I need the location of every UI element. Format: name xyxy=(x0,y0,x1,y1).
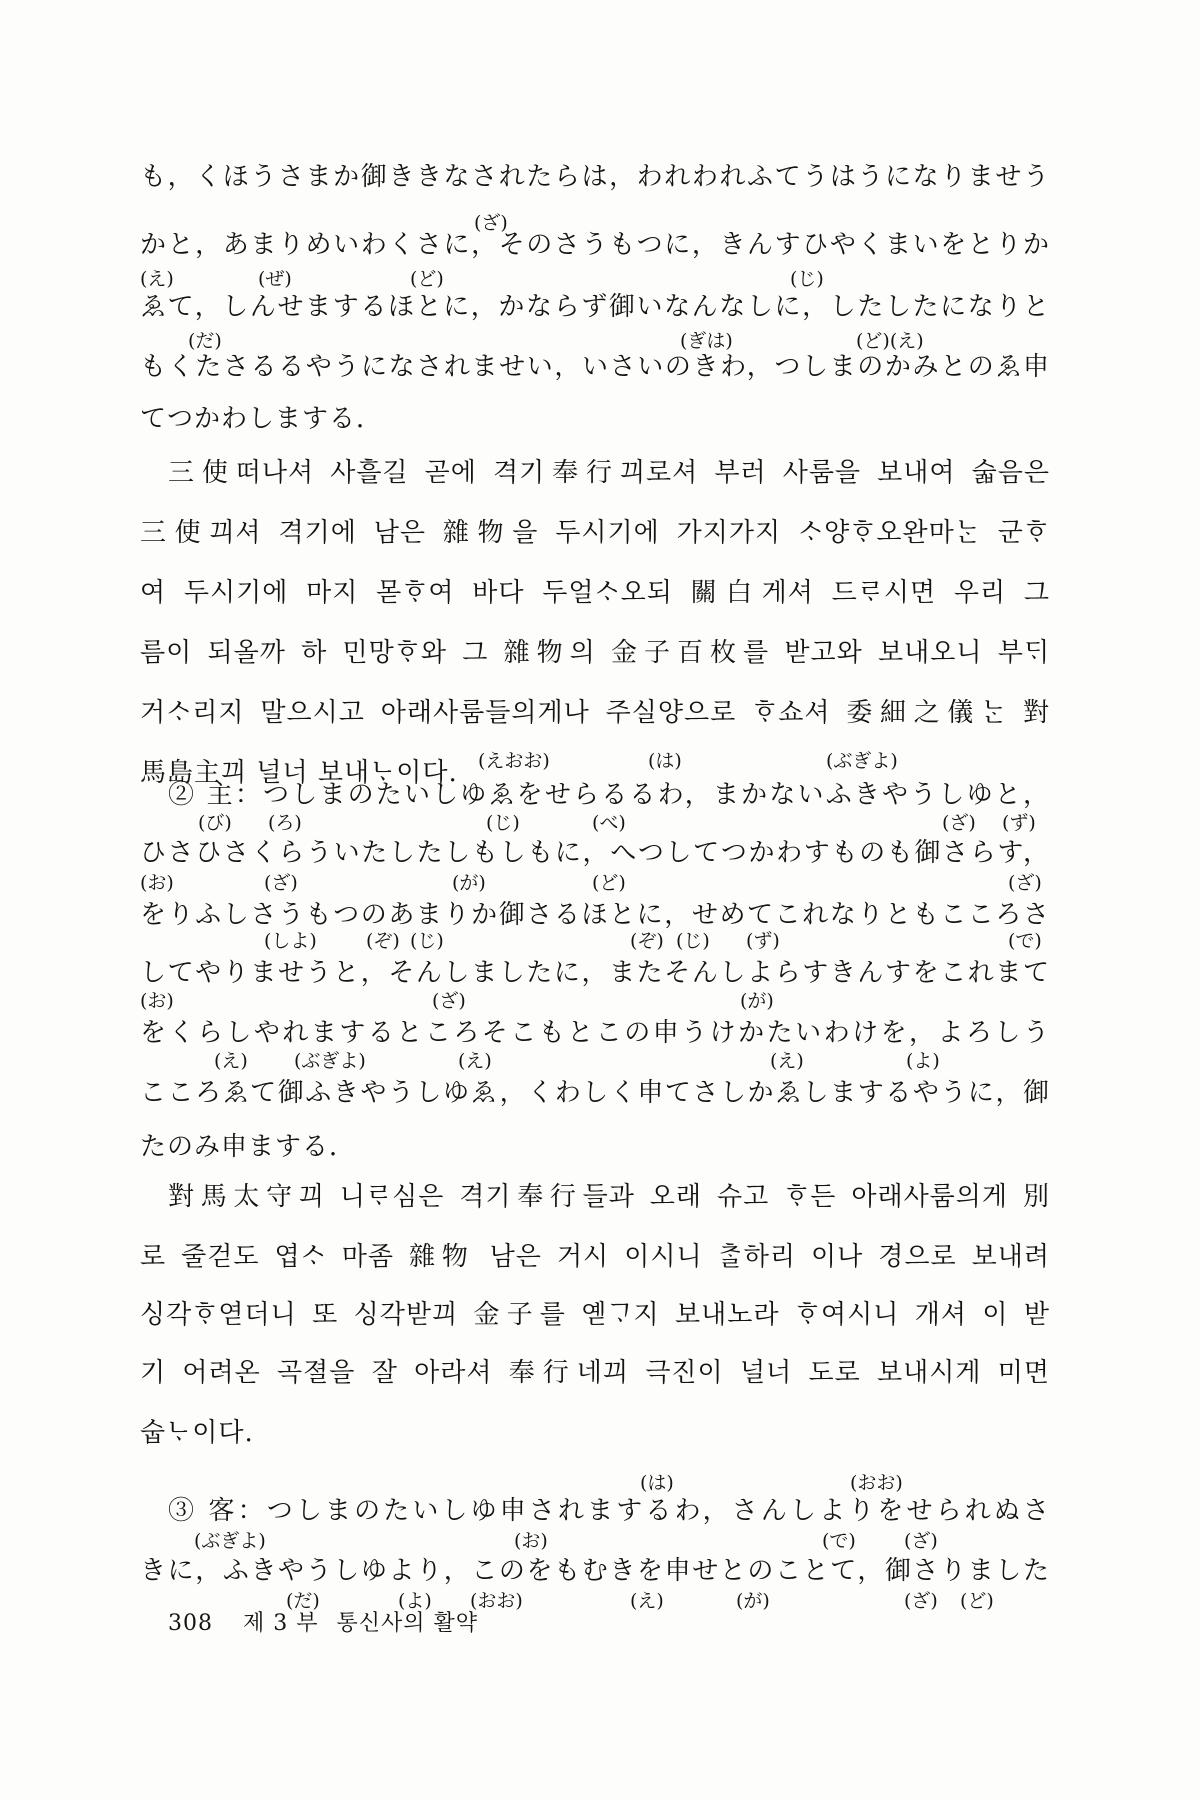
ruby-gloss: (ぞ) xyxy=(630,930,664,952)
jp-line-2-4: してやりませうと，そんしましたに，またそんしよらすきんすをこれまて xyxy=(140,958,1050,988)
ruby-gloss: (じ) xyxy=(486,812,520,834)
ruby-gloss: (ざ) xyxy=(474,212,508,234)
ruby-gloss: (よ) xyxy=(906,1050,940,1072)
ruby-gloss: (だ) xyxy=(286,1590,320,1612)
ruby-gloss: (おお) xyxy=(850,1472,903,1494)
part-label: 제 3 부 xyxy=(243,1611,319,1636)
ruby-gloss: (ぶぎよ) xyxy=(294,1050,366,1072)
ruby-row-2-2 xyxy=(140,872,1050,894)
ruby-gloss: (ろ) xyxy=(268,812,302,834)
jp-line-2-6: こころゑて御ふきやうしゆゑ，くわしく申てさしかゑしまするやうに，御 xyxy=(140,1078,1050,1108)
jp-line-1-3: ゑて，しんせまするほとに，かならず御いなんなしに，したしたになりと xyxy=(140,292,1050,322)
ruby-gloss: (お) xyxy=(140,872,174,894)
ruby-row-2-4 xyxy=(140,990,1050,1012)
ruby-gloss: (ぶぎよ) xyxy=(826,750,898,772)
ruby-gloss: (で) xyxy=(822,1530,856,1552)
ruby-gloss: (ぞ) xyxy=(366,930,400,952)
ruby-gloss: (ぜ) xyxy=(258,268,292,290)
ruby-row-2-1 xyxy=(140,812,1050,834)
ruby-gloss: (おお) xyxy=(470,1590,523,1612)
ruby-gloss: (じ) xyxy=(410,930,444,952)
jp-line-1-4: もくたさるるやうになされませい，いさいのきわ，つしまのかみとのゑ申 xyxy=(140,352,1050,382)
ruby-gloss: (ど) xyxy=(960,1590,994,1612)
ko-line-1-5: 거ᄉᆞ리지 말으시고 아래사룸들의게나 주실양으로 ᄒᆞ쇼셔 委細之儀ᄂᆞᆫ 對 xyxy=(140,698,1050,728)
ko-line-1-4: 름이 되올까 하 민망ᄒᆞ와 그 雜物의 金子百枚를 받고와 보내오니 부ᄃᆡ xyxy=(140,638,1050,668)
jp-line-1-5: てつかわしまする． xyxy=(140,404,384,434)
ruby-row-2-0 xyxy=(140,750,1050,772)
ruby-gloss: (が) xyxy=(452,872,486,894)
ruby-gloss: (よ) xyxy=(398,1590,432,1612)
ruby-row-3-1 xyxy=(140,1530,1050,1552)
ruby-gloss: (ざ) xyxy=(432,990,466,1012)
ruby-gloss: (じ) xyxy=(676,930,710,952)
jp-line-1-2: かと，あまりめいわくさに，そのさうもつに，きんすひやくまいをとりか xyxy=(140,230,1050,260)
ruby-gloss: (え) xyxy=(458,1050,492,1072)
ruby-gloss: (は) xyxy=(648,750,682,772)
ko-line-1-2: 三使끠셔 격기에 남은 雜物을 두시기에 가지가지 ᄉᆞ양ᄒᆞ오완마ᄂᆞᆫ 군ᄒᆞ xyxy=(140,518,1050,548)
chapter-title: 통신사의 활약 xyxy=(336,1611,479,1636)
ruby-gloss: (ず) xyxy=(746,930,780,952)
jp-line-1-1: も，くほうさまか御ききなされたらは，われわれふてうはうになりませう xyxy=(140,162,1050,192)
ruby-gloss: (え) xyxy=(214,1050,248,1072)
ko-line-1-1: 三使떠나셔 사흘길 곧에 격기奉行끠로셔 부러 사룸을 보내여 숣음은 xyxy=(168,458,1050,488)
ko-line-2-4: 기 어려온 곡졀을 잘 아라셔 奉行네끠 극진이 널너 도로 보내시게 미면 xyxy=(140,1358,1050,1388)
page-footer xyxy=(168,1606,478,1637)
jp-line-3-1: ③ 客：つしまのたいしゆ申されまするわ，さんしよりをせられぬさ xyxy=(168,1496,1050,1526)
ruby-gloss: (お) xyxy=(140,990,174,1012)
ruby-gloss: (が) xyxy=(736,1590,770,1612)
ruby-gloss: (え) xyxy=(630,1590,664,1612)
page-number: 308 xyxy=(168,1611,213,1636)
ruby-gloss: (え) xyxy=(770,1050,804,1072)
ruby-gloss: (え) xyxy=(140,268,174,290)
ruby-gloss: (お) xyxy=(514,1530,548,1552)
ruby-gloss: (ず) xyxy=(1002,812,1036,834)
ruby-gloss: (ぎは) xyxy=(680,330,733,352)
ruby-gloss: (が) xyxy=(740,990,774,1012)
jp-line-3-2: きに，ふきやうしゆより，このをもむきを申せとのことて，御さりました xyxy=(140,1556,1050,1586)
ruby-gloss: (ど) xyxy=(592,872,626,894)
ruby-row-2-3 xyxy=(140,930,1050,952)
ko-line-2-2: 로 줄걷도 엽ᄉᆞ 마좀 雜物 남은 거시 이시니 ᄎᆞᆯ하리 이나 경으로 보내려 xyxy=(140,1242,1050,1272)
ruby-gloss: (しよ) xyxy=(264,930,317,952)
ruby-gloss: (べ) xyxy=(592,812,626,834)
ruby-gloss: (えおお) xyxy=(478,750,550,772)
jp-line-2-5: をくらしやれまするところそこもとこの申うけかたいわけを，よろしう xyxy=(140,1018,1050,1048)
ruby-gloss: (ど)(え) xyxy=(856,330,924,352)
ruby-gloss: (は) xyxy=(640,1472,674,1494)
ko-line-2-3: 싱각ᄒᆞ엳더니 또 싱각받끠 金子를 옏ᄀᆞ지 보내노라 ᄒᆞ여시니 개셔 이 받 xyxy=(140,1300,1050,1330)
jp-line-2-3: をりふしさうもつのあまりか御さるほとに，せめてこれなりともこころさ xyxy=(140,900,1050,930)
ko-line-2-1: 對馬太守끠 니ᄅᆞ심은 격기奉行들과 오래 슈고 ᄒᆞ든 아래사룸의게 別 xyxy=(168,1182,1050,1212)
ruby-gloss: (ざ) xyxy=(264,872,298,894)
ruby-gloss: (ざ) xyxy=(942,812,976,834)
ruby-row-3-0 xyxy=(140,1472,1050,1494)
ruby-gloss: (じ) xyxy=(790,268,824,290)
ruby-gloss: (ざ) xyxy=(1008,872,1042,894)
ruby-gloss: (だ) xyxy=(188,330,222,352)
jp-line-2-7: たのみ申まする． xyxy=(140,1132,357,1162)
jp-line-2-1: ② 主：つしまのたいしゆゑをせらるるわ，まかないふきやうしゆと， xyxy=(168,780,1050,810)
ruby-gloss: (ど) xyxy=(410,268,444,290)
ruby-gloss: (び) xyxy=(198,812,232,834)
ruby-row-1-2 xyxy=(140,268,1050,290)
jp-line-2-2: ひさひさくらういたしたしもしもに，へつしてつかわすものも御さらす， xyxy=(140,838,1050,868)
ko-line-1-6: 馬島主끠 널너 보내ᄂᆞ이다. xyxy=(140,758,458,788)
ruby-gloss: (ぶぎよ) xyxy=(194,1530,266,1552)
ko-line-2-5: 숩ᄂᆞ이다. xyxy=(140,1418,254,1448)
ruby-row-1-3 xyxy=(140,330,1050,352)
ruby-gloss: (ざ) xyxy=(904,1530,938,1552)
ruby-gloss: (で) xyxy=(1008,930,1042,952)
ko-line-1-3: 여 두시기에 마지 몯ᄒᆞ여 바다 두얼ᄉᆞ오되 關白게셔 드ᄅᆞ시면 우리 그 xyxy=(140,578,1050,608)
ruby-row-2-5 xyxy=(140,1050,1050,1072)
ruby-gloss: (ざ) xyxy=(904,1590,938,1612)
